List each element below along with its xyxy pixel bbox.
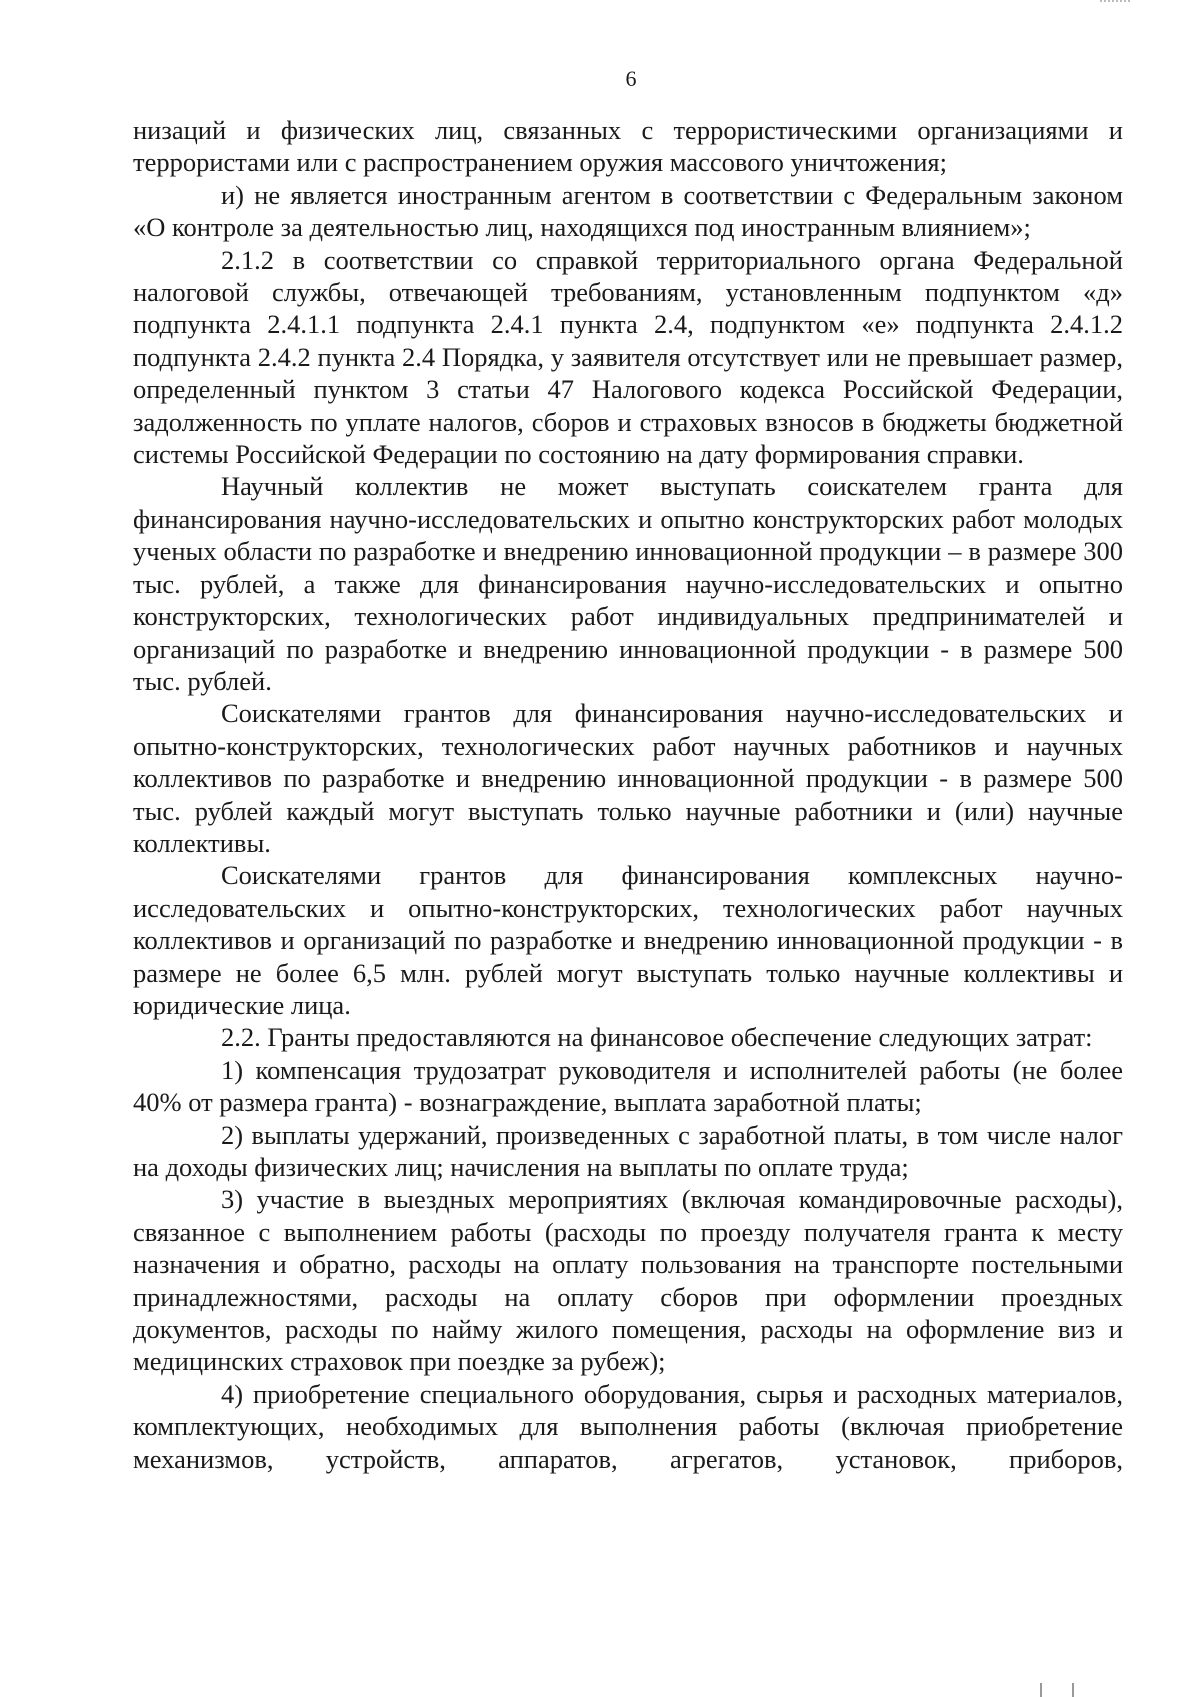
list-item-3: 3) участие в выездных мероприятиях (включая командировочные расходы), связанное с выполнением работы (расходы по проезду получателя гранта к месту назначения и обратно, расходы на оплату пользования на транспорте постельными принадлежностями, расходы на оплату сборов при оформлении проездных документов, расходы по найму жилого помещения, расходы на оформление виз и медицинских страховок при поездке за рубеж); <box>133 1184 1123 1377</box>
paragraph-continuation: низаций и физических лиц, связанных с террористическими организациями и террористами или с распространением оружия массового уничтожения; <box>133 115 1123 178</box>
list-item-2: 2) выплаты удержаний, произведенных с заработной платы, в том числе налог на доходы физических лиц; начисления на выплаты по оплате труда; <box>133 1119 1123 1182</box>
scan-artifact-bottom <box>1040 1683 1074 1697</box>
page-number: 6 <box>625 66 637 91</box>
paragraph-collective-restriction: Научный коллектив не может выступать соискателем гранта для финансирования научно-исследовательских и опытно конструкторских работ молодых ученых области по разработке и внедрению инновационной продукции – в размере 300 тыс. рублей, а также для финансирования научно-исследовательских и опытно конструкторских, технологических работ индивидуальных предпринимателей и организаций по разработке и внедрению инновационной продукции - в размере 500 тыс. рублей. <box>133 471 1123 696</box>
list-item-4: 4) приобретение специального оборудования, сырья и расходных материалов, комплектующих, необходимых для выполнения работы (включая приобретение механизмов, устройств, аппаратов, агрегатов, установок, приборов, <box>133 1378 1123 1474</box>
scan-artifact-top <box>1100 0 1130 6</box>
document-body <box>133 114 1123 1475</box>
paragraph-applicants-complex: Соискателями грантов для финансирования комплексных научно-исследовательских и опытно-конструкторских, технологических работ научных коллективов и организаций по разработке и внедрению инновационной продукции - в размере не более 6,5 млн. рублей могут выступать только научные коллективы и юридические лица. <box>133 860 1123 1020</box>
paragraph-item-i: и) не является иностранным агентом в соответствии с Федеральным законом «О контроле за деятельностью лиц, находящихся под иностранным влиянием»; <box>133 179 1123 243</box>
paragraph-2-1-2: 2.1.2 в соответствии со справкой территориального органа Федеральной налоговой службы, отвечающей требованиям, установленным подпунктом «д» подпункта 2.4.1.1 подпункта 2.4.1 пункта 2.4, подпунктом «е» подпункта 2.4.1.2 подпункта 2.4.2 пункта 2.4 Порядка, у заявителя отсутствует или не превышает размер, определенный пунктом 3 статьи 47 Налогового кодекса Российской Федерации, задолженность по уплате налогов, сборов и страховых взносов в бюджеты бюджетной системы Российской Федерации по состоянию на дату формирования справки. <box>133 244 1123 470</box>
list-item-1: 1) компенсация трудозатрат руководителя и исполнителей работы (не более 40% от размера гранта) - вознаграждение, выплата заработной платы; <box>133 1054 1123 1118</box>
paragraph-applicants-500: Соискателями грантов для финансирования научно-исследовательских и опытно-конструкторских, технологических работ научных работников и научных коллективов по разработке и внедрению инновационной продукции - в размере 500 тыс. рублей каждый могут выступать только научные работники и (или) научные коллективы. <box>133 698 1123 858</box>
paragraph-2-2: 2.2. Гранты предоставляются на финансовое обеспечение следующих затрат: <box>221 1022 1093 1053</box>
